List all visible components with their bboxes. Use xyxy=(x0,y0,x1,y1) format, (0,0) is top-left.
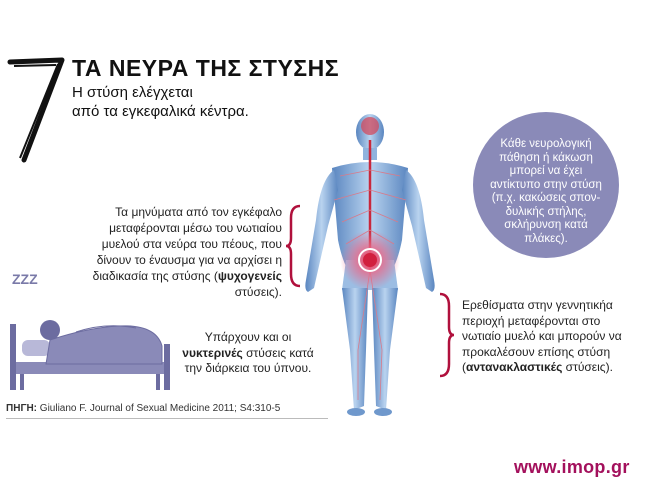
source-label: ΠΗΓΗ: xyxy=(6,403,38,414)
neurological-note-text: Κάθε νευρολογική πάθηση ή κάκωση μπορεί να έχει αντίκτυπο στην στύση (π.χ. κακώσεις σπον-δυλικής στήλης, σκλήρυνση κατά πλάκες). xyxy=(490,138,602,245)
source-text: Giuliano F. Journal of Sexual Medicine 2011; S4:310-5 xyxy=(37,403,281,414)
nocturnal-text-before: Υπάρχουν και οι xyxy=(204,330,292,344)
reflex-text-after: στύσεις). xyxy=(562,360,613,374)
source-citation xyxy=(6,403,280,414)
source-divider xyxy=(6,418,328,419)
subtitle-line-2: από τα εγκεφαλικά κέντρα. xyxy=(72,103,249,120)
number-seven xyxy=(6,52,66,164)
website-link[interactable]: www.imop.gr xyxy=(514,457,630,477)
reflex-text xyxy=(462,298,642,376)
neurological-note-circle xyxy=(473,112,619,258)
left-brace-icon xyxy=(285,204,303,288)
nocturnal-emphasis: νυκτερινές xyxy=(182,345,243,360)
sleeping-bed-icon xyxy=(6,262,176,400)
right-brace-icon xyxy=(437,292,455,378)
psychogenic-emphasis: ψυχογενείς xyxy=(217,269,282,283)
subtitle-line-1: Η στύση ελέγχεται xyxy=(72,84,193,101)
nocturnal-text xyxy=(178,330,318,377)
nocturnal-text-after: στύσεις κατά την διάρκεια του ύπνου. xyxy=(184,345,314,375)
page-title: ΤΑ ΝΕΥΡΑ ΤΗΣ ΣΤΥΣΗΣ xyxy=(72,55,340,81)
reflex-emphasis: αντανακλαστικές xyxy=(466,360,563,374)
sleep-z-letters: ZZZ xyxy=(12,271,38,287)
brain-signal-text-before: Τα μηνύματα από τον εγκέφαλο μεταφέρονται μέσω του νωτιαίου μυελού στα νεύρα του πέους, που δίνουν το έναυσμα για να αρχίσει η διαδικασία της στύσης ( xyxy=(92,205,282,283)
brain-signal-text-after: στύσεις). xyxy=(234,285,282,299)
reflex-text-before: Ερεθίσματα στην γεννητικήα περιοχή μεταφέρονται στο νωτιαίο μυελό και μπορούν να προκαλέσουν επίσης στύση ( xyxy=(462,298,622,374)
